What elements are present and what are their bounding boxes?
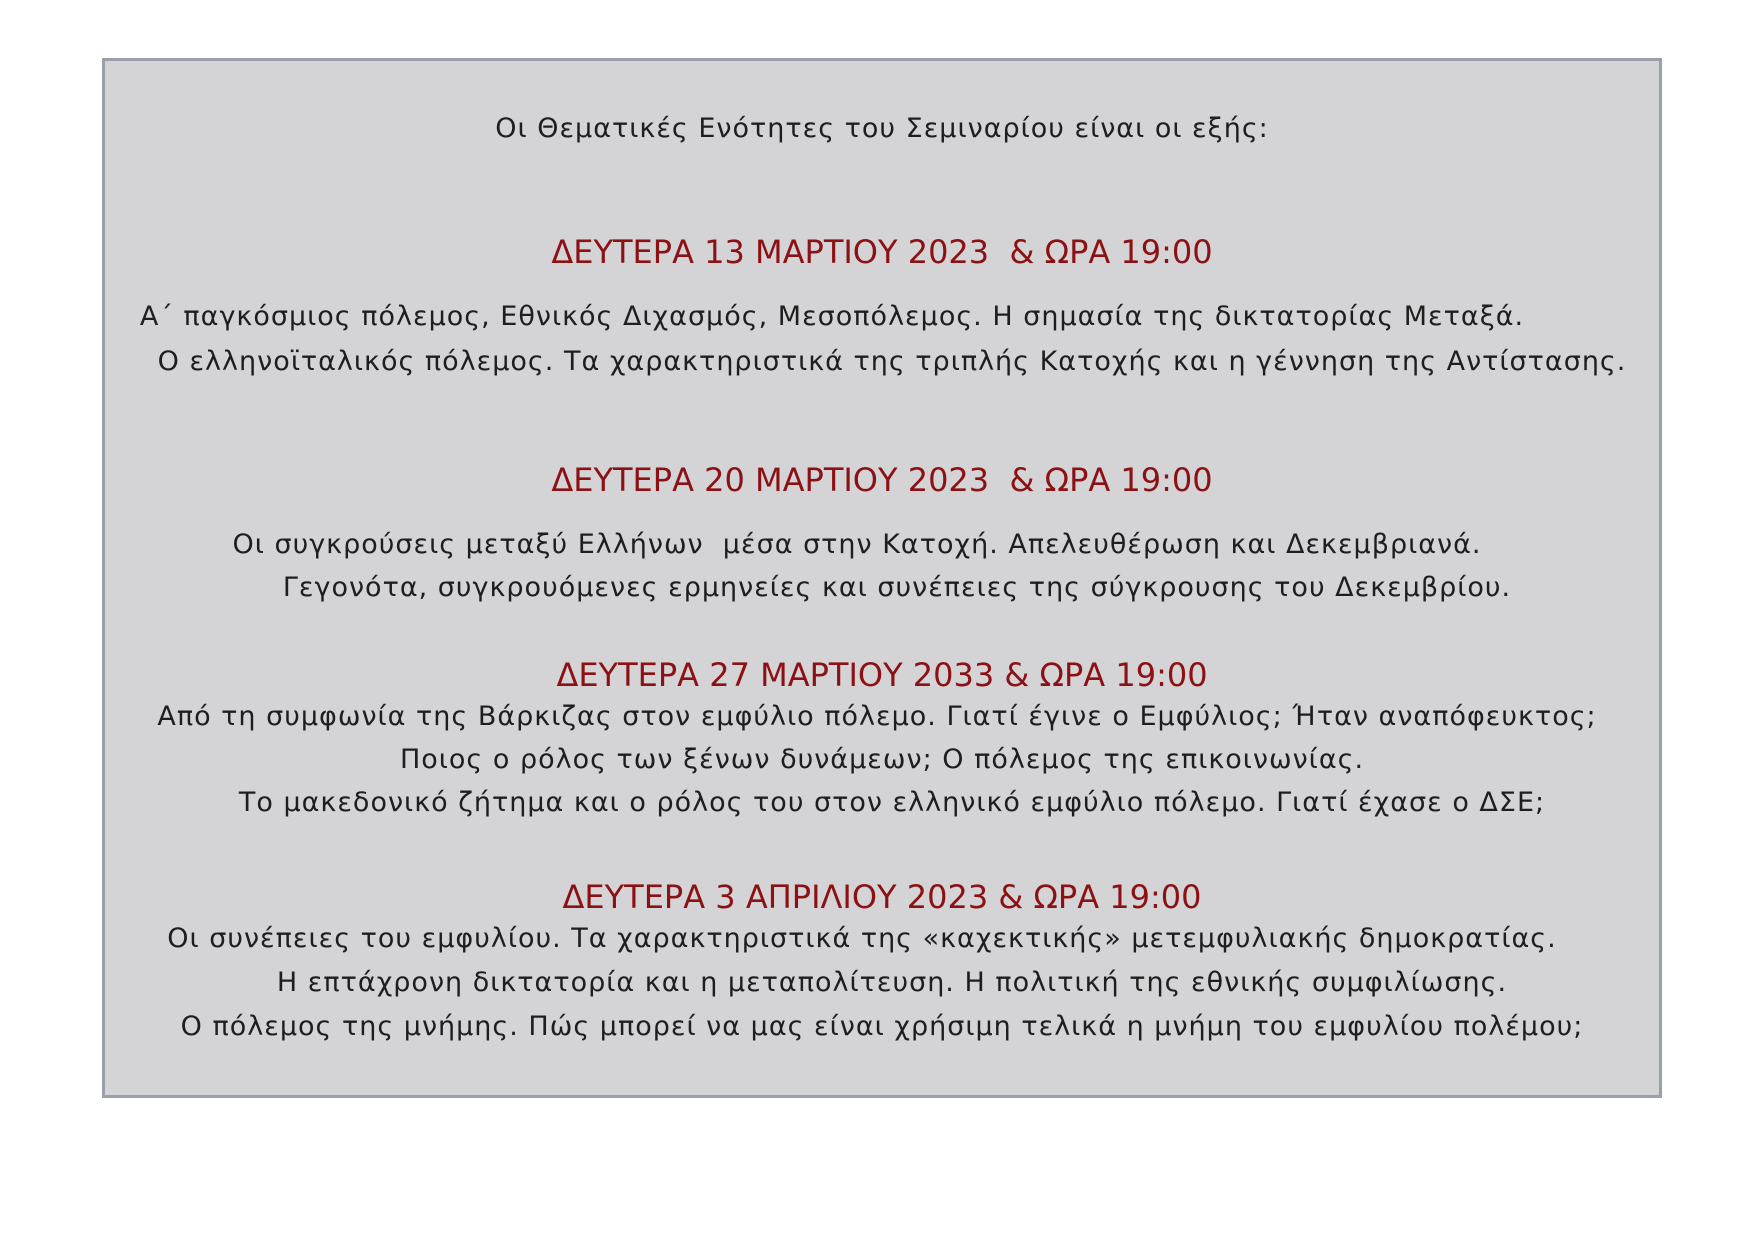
session-3-line-3: Το μακεδονικό ζήτημα και ο ρόλος του στον ελληνικό εμφύλιο πόλεμο. Γιατί έχασε ο ΔΣΕ; [238, 787, 1546, 818]
session-3-line-1: Από τη συμφωνία της Βάρκιζας στον εμφύλιο πόλεμο. Γιατί έγινε ο Εμφύλιος; Ήταν αναπόφευκτος; [157, 701, 1597, 732]
session-1-line-2: Ο ελληνοϊταλικός πόλεμος. Τα χαρακτηριστικά της τριπλής Κατοχής και η γέννηση της Αντίστασης. [157, 346, 1627, 377]
session-3-line-2: Ποιος ο ρόλος των ξένων δυνάμεων; Ο πόλεμος της επικοινωνίας. [399, 744, 1365, 775]
session-4-line-3: Ο πόλεμος της μνήμης. Πώς μπορεί να μας είναι χρήσιμη τελικά η μνήμη του εμφυλίου πολέμου; [180, 1011, 1584, 1042]
session-4-heading: ΔΕΥΤΕΡΑ 3 ΑΠΡΙΛΙΟΥ 2023 & ΩΡΑ 19:00 [562, 878, 1202, 916]
seminar-topics-panel [102, 58, 1662, 1098]
session-2-line-2: Γεγονότα, συγκρουόμενες ερμηνείες και συνέπειες της σύγκρουσης του Δεκεμβρίου. [282, 572, 1512, 603]
session-4-line-1: Οι συνέπειες του εμφυλίου. Τα χαρακτηριστικά της «καχεκτικής» μετεμφυλιακής δημοκρατίας. [167, 923, 1557, 954]
intro-text: Οι Θεματικές Ενότητες του Σεμιναρίου είναι οι εξής: [495, 113, 1269, 144]
session-3-heading: ΔΕΥΤΕΡΑ 27 ΜΑΡΤΙΟΥ 2033 & ΩΡΑ 19:00 [556, 656, 1208, 694]
session-2-line-1: Οι συγκρούσεις μεταξύ Ελλήνων μέσα στην Κατοχή. Απελευθέρωση και Δεκεμβριανά. [232, 529, 1482, 560]
session-4-line-2: Η επτάχρονη δικτατορία και η μεταπολίτευση. Η πολιτική της εθνικής συμφιλίωσης. [276, 967, 1508, 998]
session-1-heading: ΔΕΥΤΕΡΑ 13 ΜΑΡΤΙΟΥ 2023 & ΩΡΑ 19:00 [551, 233, 1213, 271]
session-1-line-1: Α΄ παγκόσμιος πόλεμος, Εθνικός Διχασμός, Μεσοπόλεμος. Η σημασία της δικτατορίας Μεταξά. [139, 301, 1525, 332]
session-2-heading: ΔΕΥΤΕΡΑ 20 ΜΑΡΤΙΟΥ 2023 & ΩΡΑ 19:00 [551, 461, 1213, 499]
